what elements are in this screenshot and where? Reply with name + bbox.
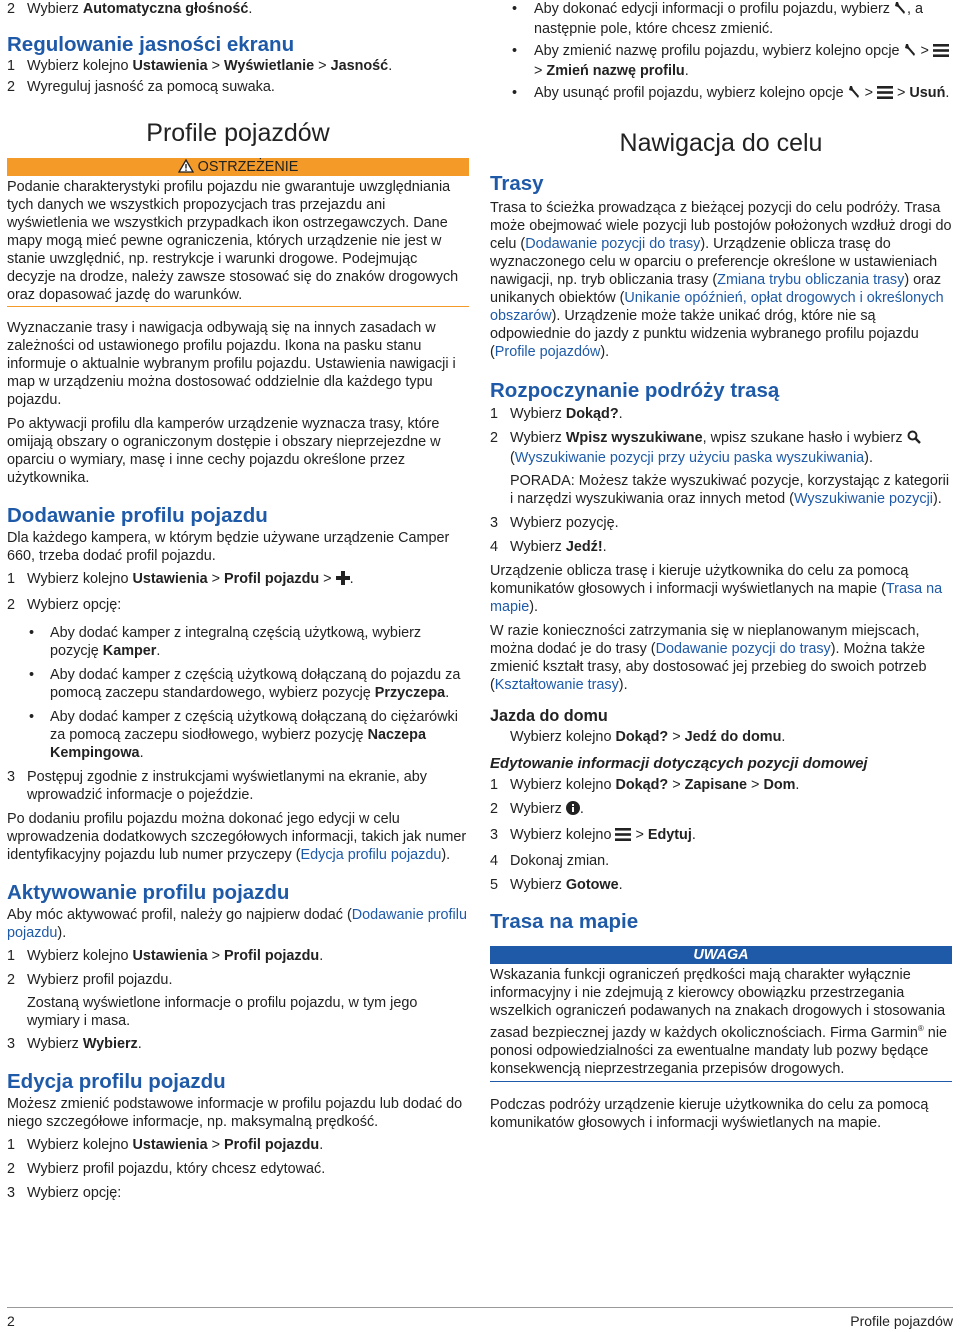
edit-step-2: 2 Wybierz profil pojazdu, który chcesz edytować.	[7, 1161, 326, 1177]
link-calc-mode[interactable]: Zmiana trybu obliczania trasy	[717, 272, 905, 288]
start-paragraph-1: Urządzenie oblicza trasę i kieruje użytkownika do celu za pomocą komunikatów głosowych i informacji wyświetlanych na mapie (Trasa na mapie).	[490, 563, 943, 615]
activate-step-2: 2 Wybierz profil pojazdu.	[7, 972, 173, 988]
start-step-1: 1 Wybierz Dokąd?.	[490, 406, 623, 422]
warning-divider	[7, 306, 469, 307]
edit-option-wrench: • Aby dokonać edycji informacji o profilu pojazdu, wybierz , a następnie pole, które chcesz zmienić.	[490, 0, 952, 38]
edit-step-1: 1 Wybierz kolejno Ustawienia > Profil pojazdu.	[7, 1137, 324, 1153]
edit-option-rename: • Aby zmienić nazwę profilu pojazdu, wybierz kolejno opcje > > Zmień nazwę profilu.	[490, 42, 952, 80]
warning-triangle-icon	[178, 159, 194, 178]
routes-text: Trasa to ścieżka prowadząca z bieżącej pozycji do celu podróży. Trasa może obejmować wiele pozycji lub postojów położonych wzdłuż drogi do celu (Dodawanie pozycji do trasy). Urządzenie oblicza trasę do wyznaczonego celu w oparciu o preferencje określone w ustawieniach nawigacji, np. tryb obliczania trasy (Zmiana trybu obliczania trasy) oraz unikanych obiektów (Unikanie opóźnień, opłat drogowych i określonych obszarów). Urządzenie może także unikać dróg, które nie są odpowiednie do jazdy z punktu widzenia wybranego profilu pojazdu (Profile pojazdów).	[490, 200, 952, 360]
go-home-heading: Jazda do domu	[490, 707, 608, 725]
add-option-fifth-wheel: • Aby dodać kamper z częścią użytkową dołączaną do ciężarówki za pomocą zaczepu siodłowego, wybierz pozycję Naczepa Kempingowa.	[7, 708, 469, 762]
link-vehicle-profiles[interactable]: Profile pojazdów	[494, 344, 601, 360]
menu-icon	[877, 86, 893, 104]
add-step-1: 1 Wybierz kolejno Ustawienia > Profil pojazdu > .	[7, 570, 469, 590]
link-add-location[interactable]: Dodawanie pozycji do trasy	[525, 236, 701, 252]
activate-intro: Aby móc aktywować profil, należy go najpierw dodać (Dodawanie profilu pojazdu).	[7, 907, 467, 941]
wrench-icon	[904, 43, 917, 62]
link-avoidances[interactable]: Unikanie opóźnień, opłat drogowych i określonych obszarów	[490, 290, 944, 324]
link-search-bar[interactable]: Wyszukiwanie pozycji przy użyciu paska wyszukiwania	[514, 450, 865, 466]
home-step-2: 2 Wybierz .	[490, 800, 952, 820]
profiles-chapter-title: Profile pojazdów	[146, 119, 330, 147]
notice-bar: UWAGA	[490, 946, 952, 964]
add-profile-intro: Dla każdego kampera, w którym będzie używane urządzenie Camper 660, trzeba dodać profil pojazdu.	[7, 530, 450, 564]
brightness-step-1: 1 Wybierz kolejno Ustawienia > Wyświetlanie > Jasność.	[7, 58, 393, 74]
start-paragraph-2: W razie konieczności zatrzymania się w nieplanowanym miejscach, można dodać je do trasy (Dodawanie pozycji do trasy). Można także zmienić kształt trasy, aby dostosować jej przebieg do swoich potrzeb (Kształtowanie trasy).	[490, 623, 927, 693]
link-find-locations[interactable]: Wyszukiwanie pozycji	[793, 491, 933, 507]
add-option-trailer: • Aby dodać kamper z częścią użytkową dołączaną do pojazdu za pomocą zaczepu standardowego, wybierz pozycję Przyczepa.	[7, 666, 469, 702]
notice-text: Wskazania funkcji ograniczeń prędkości mają charakter wyłącznie informacyjny i nie zdejmują z kierowcy obowiązku przestrzegania wszelkich ograniczeń podawanych na znakach drogowych i stosowania zasad bezpiecznej jazdy w każdych okolicznościach. Firma Garmin® nie ponosi odpowiedzialności za ewentualne mandaty lub pozwy będące konsekwencją nieprzestrzegania przepisów drogowych.	[490, 967, 948, 1077]
left-column	[7, 0, 469, 1202]
start-step-2: 2 Wybierz Wpisz wyszukiwane, wpisz szukane hasło i wybierz (Wyszukiwanie pozycji przy użyciu paska wyszukiwania).	[490, 429, 952, 467]
brightness-step-2: 2 Wyreguluj jasność za pomocą suwaka.	[7, 79, 275, 95]
go-home-line: Wybierz kolejno Dokąd? > Jedź do domu.	[510, 729, 786, 745]
page-number: 2	[7, 1313, 15, 1329]
activate-profile-heading: Aktywowanie profilu pojazdu	[7, 881, 290, 904]
routes-heading: Trasy	[490, 172, 544, 195]
navigation-chapter-title: Nawigacja do celu	[619, 129, 823, 157]
start-step-3: 3 Wybierz pozycję.	[490, 515, 619, 531]
notice-divider	[490, 1081, 952, 1082]
add-step-3: 3 Postępuj zgodnie z instrukcjami wyświetlanymi na ekranie, aby wprowadzić informacje o pojeździe.	[7, 769, 427, 803]
add-profile-heading: Dodawanie profilu pojazdu	[7, 504, 268, 527]
link-add-profile[interactable]: Dodawanie profilu pojazdu	[7, 907, 467, 941]
footer-divider	[7, 1307, 953, 1308]
wrench-icon	[894, 1, 907, 20]
route-on-map-heading: Trasa na mapie	[490, 910, 639, 933]
search-icon	[907, 430, 921, 449]
link-shape-route[interactable]: Kształtowanie trasy	[494, 677, 619, 693]
link-edit-profile[interactable]: Edycja profilu pojazdu	[300, 847, 442, 863]
link-add-location-2[interactable]: Dodawanie pozycji do trasy	[655, 641, 831, 657]
warning-text: Podanie charakterystyki profilu pojazdu nie gwarantuje uwzględniania tych danych we wszystkich propozycjach tras przejazdu ani wyświetlenia we wszystkich przypadkach ikon ostrzegawczych. Dane mapy mogą mieć pewne ograniczenia, których urządzenie nie jest w stanie uwzględnić, np. restrykcje i warunki drogowe. Podejmując decyzje na drodze, należy zawsze stosować się do znaków drogowych oraz dopasować jazdę do warunków.	[7, 179, 459, 303]
edit-home-heading: Edytowanie informacji dotyczących pozycji domowej	[490, 755, 868, 772]
info-icon	[566, 801, 580, 820]
start-tip: PORADA: Możesz także wyszukiwać pozycje, korzystając z kategorii i narzędzi wyszukiwania oraz innych metod (Wyszukiwanie pozycji).	[510, 473, 950, 507]
wrench-icon	[848, 85, 861, 104]
profiles-paragraph-2: Po aktywacji profilu dla kamperów urządzenie wyznacza trasy, które omijają obszary o ograniczonym dostępie i obszary nieprzejezdne w oparciu o wymiary, masę i inne cechy pojazdu określone przez użytkownika.	[7, 416, 441, 486]
route-on-map-paragraph: Podczas podróży urządzenie kieruje użytkownika do celu za pomocą komunikatów głosowych i informacji wyświetlanych na mapie.	[490, 1096, 929, 1131]
add-after-text: Po dodaniu profilu pojazdu można dokonać jego edycji w celu wprowadzenia dodatkowych szczegółowych informacji, takich jak numer identyfikacyjny pojazdu lub numer przyczepy (Edycja profilu pojazdu).	[7, 811, 467, 863]
home-step-3: 3 Wybierz kolejno > Edytuj.	[490, 826, 952, 846]
plus-icon	[336, 571, 350, 590]
edit-option-delete: • Aby usunąć profil pojazdu, wybierz kolejno opcje > > Usuń.	[490, 84, 952, 104]
notice-box	[490, 946, 952, 1082]
home-step-4: 4 Dokonaj zmian.	[490, 853, 610, 869]
add-option-camper: • Aby dodać kamper z integralną częścią użytkową, wybierz pozycję Kamper.	[7, 624, 469, 660]
activate-step-3: 3 Wybierz Wybierz.	[7, 1036, 142, 1052]
edit-intro: Możesz zmienić podstawowe informacje w profilu pojazdu lub dodać do niego szczegółowe informacje, np. maksymalną prędkość.	[7, 1096, 463, 1130]
start-step-4: 4 Wybierz Jedź!.	[490, 539, 607, 555]
start-route-heading: Rozpoczynanie podróży trasą	[490, 379, 780, 402]
add-step-2: 2 Wybierz opcję:	[7, 597, 122, 613]
warning-bar	[7, 158, 469, 176]
brightness-heading: Regulowanie jasności ekranu	[7, 33, 295, 56]
menu-icon	[933, 44, 949, 62]
home-step-1: 1 Wybierz kolejno Dokąd? > Zapisane > Dom.	[490, 777, 800, 793]
edit-profile-heading: Edycja profilu pojazdu	[7, 1070, 226, 1093]
link-route-on-map[interactable]: Trasa na mapie	[490, 581, 943, 615]
right-column	[490, 0, 952, 1132]
step-auto-volume: 2 Wybierz Automatyczna głośność.	[7, 1, 253, 17]
activate-step-2-note: Zostaną wyświetlone informacje o profilu pojazdu, w tym jego wymiary i masa.	[27, 995, 418, 1029]
menu-icon	[615, 828, 631, 846]
edit-step-3: 3 Wybierz opcję:	[7, 1185, 122, 1201]
warning-box	[7, 158, 469, 307]
profiles-paragraph-1: Wyznaczanie trasy i nawigacja odbywają się na innych zasadach w zależności od ustawionego profilu pojazdu. Ikona na pasku stanu informuje o aktualnie wybranym profilu pojazdu. Ustawienia nawigacji i map w urządzeniu można dostosować oddzielnie dla każdego typu pojazdu.	[7, 320, 456, 408]
footer-section-title: Profile pojazdów	[850, 1313, 953, 1329]
warning-label: OSTRZEŻENIE	[197, 159, 299, 175]
home-step-5: 5 Wybierz Gotowe.	[490, 877, 623, 893]
activate-step-1: 1 Wybierz kolejno Ustawienia > Profil pojazdu.	[7, 948, 324, 964]
